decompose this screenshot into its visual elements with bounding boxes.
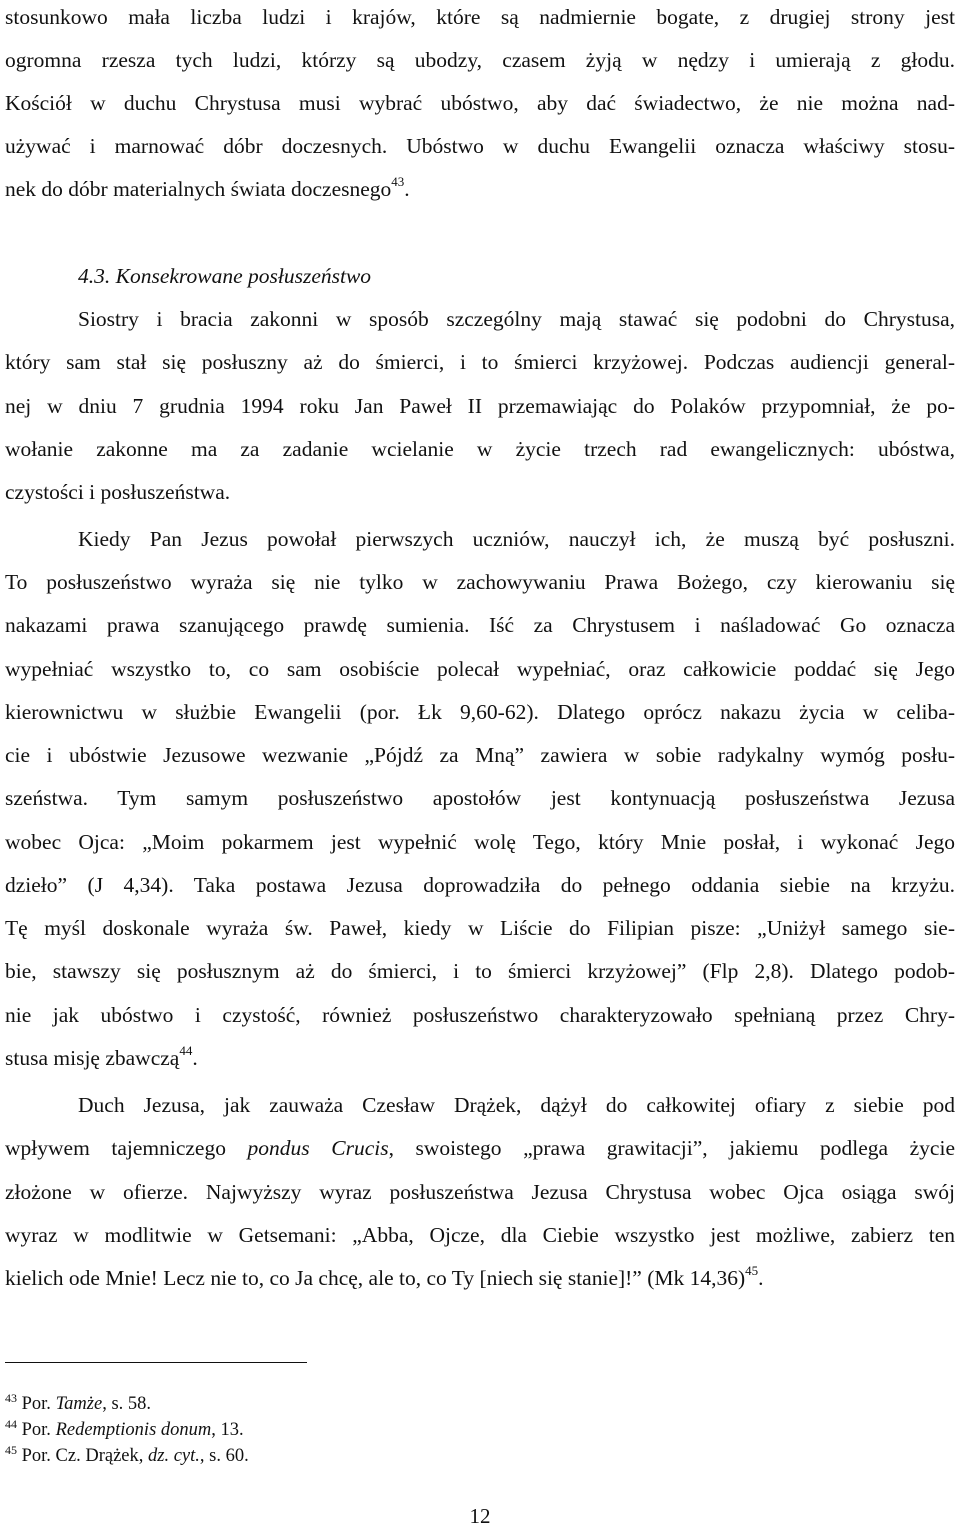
text-line: Kiedy Pan Jezus powołał pierwszych uczniów, nauczył ich, że muszą być posłuszni. [78,527,955,551]
text-line: nie jak ubóstwo i czystość, również posłuszeństwo charakteryzowało spełnianą przez Chry- [5,1003,955,1027]
footnote: $^{44}$ Por. Redemptionis donum, 13. [5,1417,244,1440]
text-line: wypełniać wszystko to, co sam osobiście polecał wypełniać, oraz całkowicie poddać się Jego [5,657,955,681]
text-line: stosunkowo mała liczba ludzi i krajów, które są nadmiernie bogate, z drugiej strony jest [5,5,955,29]
text-line: wobec Ojca: „Moim pokarmem jest wypełnić wolę Tego, który Mnie posłał, i wykonać Jego [5,830,955,854]
text-line: To posłuszeństwo wyraża się nie tylko w zachowywaniu Prawa Bożego, czy kierowaniu się [5,570,955,594]
section-heading: 4.3. Konsekrowane posłuszeństwo [78,264,372,288]
footnote-ref: 43 [391,174,405,189]
text-line: wyraz w modlitwie w Getsemani: „Abba, Ojcze, dla Ciebie wszystko jest możliwe, zabierz ten [5,1223,955,1247]
text-line: wpływem tajemniczego pondus Crucis, swoistego „prawa grawitacji”, jakiemu podlega życie [5,1136,955,1160]
footnote: $^{45}$ Por. Cz. Drążek, dz. cyt., s. 60. [5,1443,249,1466]
text-line: Tę myśl doskonale wyraża św. Paweł, kiedy w Liście do Filipian pisze: „Uniżył samego sie- [5,916,955,940]
text-line: cie i ubóstwie Jezusowe wezwanie „Pójdź za Mną” zawiera w sobie radykalny wymóg posłu- [5,743,955,767]
footnote-ref: 45 [745,1263,759,1278]
latin-term: pondus Crucis [247,1136,389,1160]
footnote: $^{43}$ Por. Tamże, s. 58. [5,1391,152,1414]
text-line: który sam stał się posłuszny aż do śmierci, i to śmierci krzyżowej. Podczas audiencji general- [5,350,955,374]
text-line: bie, stawszy się posłusznym aż do śmierci, i to śmierci krzyżowej” (Flp 2,8). Dlatego podob- [5,959,955,983]
text-line: złożone w ofierze. Najwyższy wyraz posłuszeństwa Jezusa Chrystusa wobec Ojca osiąga swój [5,1180,955,1204]
page-number: 12 [469,1504,491,1528]
text-line: szeństwa. Tym samym posłuszeństwo apostołów jest kontynuacją posłuszeństwa Jezusa [5,786,955,810]
text-line: nakazami prawa szanującego prawdę sumienia. Iść za Chrystusem i naśladować Go oznacza [5,613,955,637]
footnote-ref: 44 [179,1043,193,1058]
text-line: Duch Jezusa, jak zauważa Czesław Drążek, dążył do całkowitej ofiary z siebie pod [78,1093,955,1117]
text-line: Kościół w duchu Chrystusa musi wybrać ubóstwo, aby dać świadectwo, że nie można nad- [5,91,955,115]
text-line: stusa misję zbawczą$^{44}$. [5,1043,198,1070]
text-line: dzieło” (J 4,34). Taka postawa Jezusa doprowadziła do pełnego oddania siebie na krzyżu. [5,873,955,897]
text-line: ogromna rzesza tych ludzi, którzy są ubodzy, czasem żyją w nędzy i umierają z głodu. [5,48,955,72]
text-line: kierownictwu w służbie Ewangelii (por. Łk 9,60-62). Dlatego oprócz nakazu życia w celiba- [5,700,955,724]
text-line: nej w dniu 7 grudnia 1994 roku Jan Paweł II przemawiając do Polaków przypomniał, że po- [5,394,955,418]
text-line: używać i marnować dóbr doczesnych. Ubóstwo w duchu Ewangelii oznacza właściwy stosu- [5,134,955,158]
text-line: wołanie zakonne ma za zadanie wcielanie w życie trzech rad ewangelicznych: ubóstwa, [5,437,955,461]
footnote-divider [5,1362,307,1363]
text-line: nek do dóbr materialnych świata doczesnego$^{43}$. [5,174,410,201]
text-line: czystości i posłuszeństwa. [5,480,231,504]
text-line: kielich ode Mnie! Lecz nie to, co Ja chcę, ale to, co Ty [niech się stanie]!” (Mk 14,36)$^{45}$. [5,1263,764,1290]
text-line: Siostry i bracia zakonni w sposób szczególny mają stawać się podobni do Chrystusa, [78,307,955,331]
